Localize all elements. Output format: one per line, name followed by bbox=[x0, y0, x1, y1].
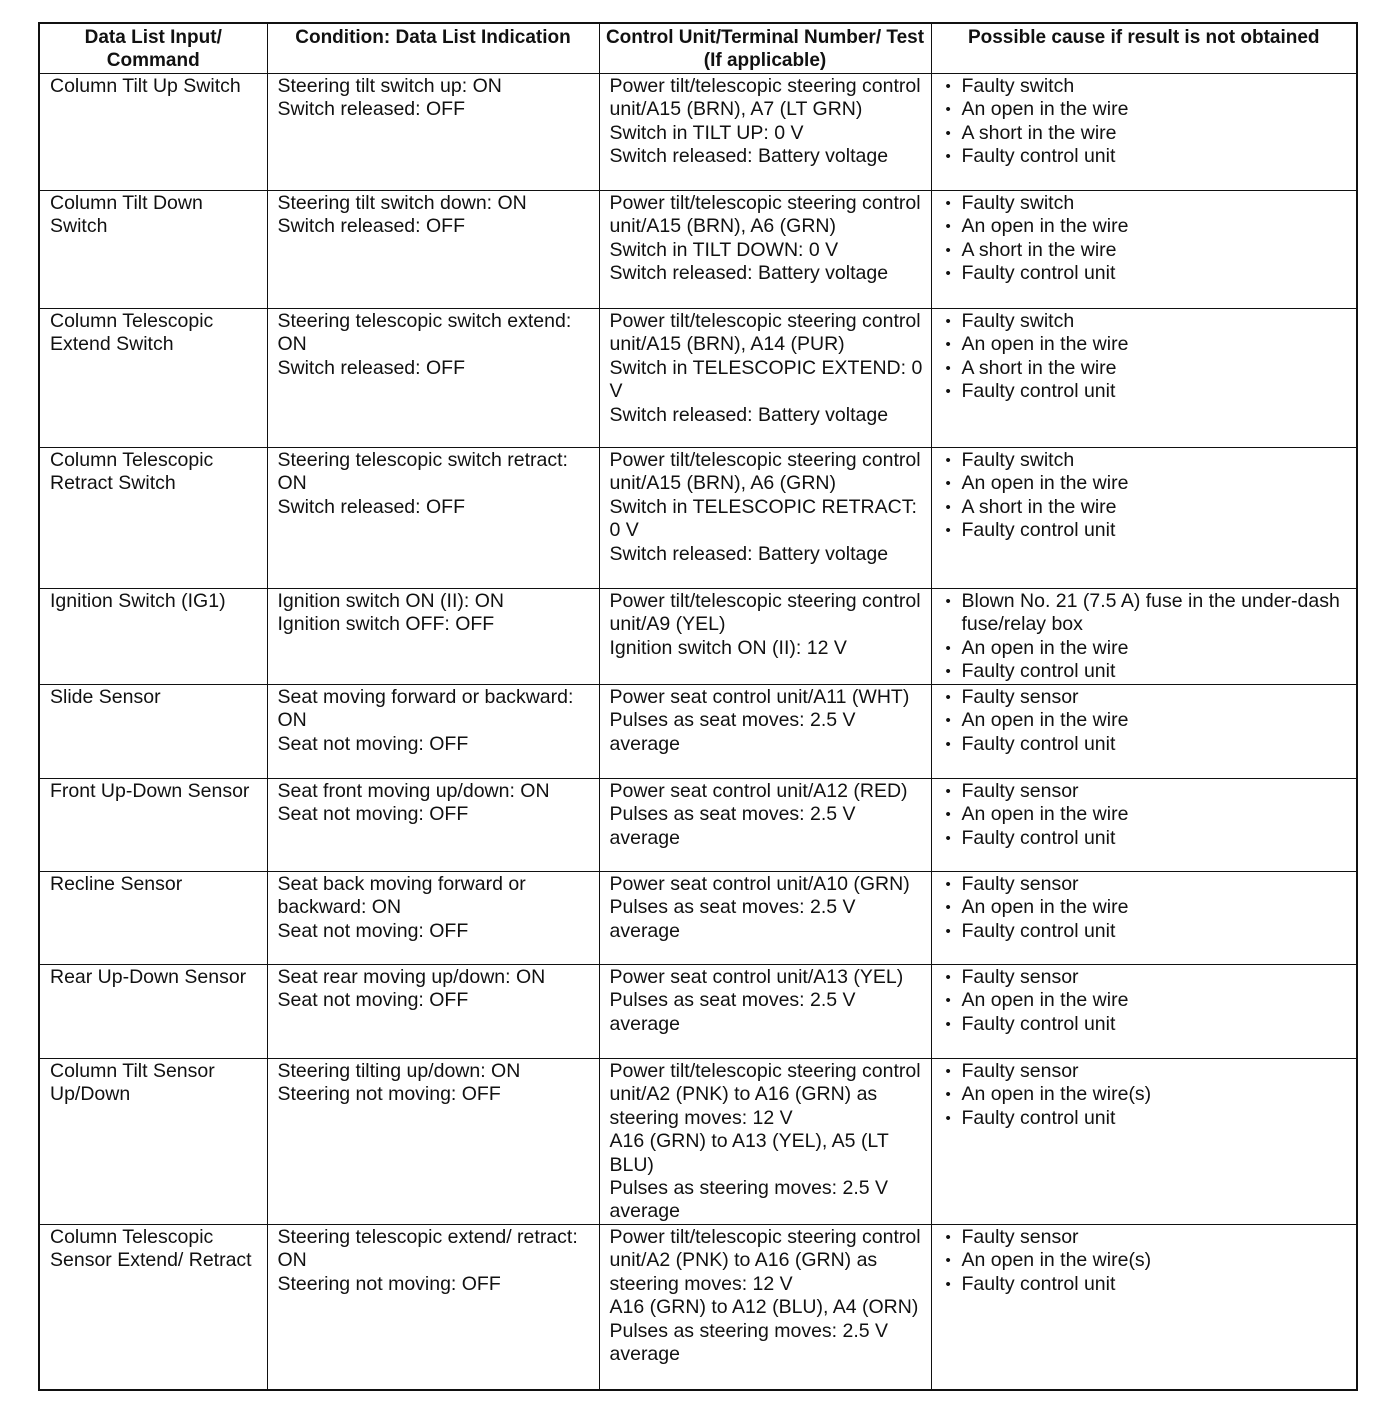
control-unit-line: Switch in TILT DOWN: 0 V bbox=[609, 238, 839, 261]
cause-item: • Faulty switch bbox=[942, 449, 1349, 472]
control-unit-line: Power tilt/telescopic steering control unit/A15 (BRN), A7 (LT GRN) bbox=[609, 75, 926, 121]
control-unit-line: A16 (GRN) to A13 (YEL), A5 (LT BLU) bbox=[609, 1130, 894, 1176]
condition-cell bbox=[267, 872, 599, 965]
condition-line: Steering not moving: OFF bbox=[277, 1083, 501, 1106]
cause-item: • Faulty control unit bbox=[942, 827, 1349, 850]
data-list-input-cell: Rear Up-Down Sensor bbox=[39, 965, 267, 1059]
cause-item: • Faulty sensor bbox=[942, 1226, 1349, 1249]
condition-cell bbox=[267, 74, 599, 191]
control-unit-line: Power seat control unit/A11 (WHT) bbox=[609, 686, 910, 708]
possible-cause-cell bbox=[931, 779, 1357, 872]
control-unit-line: Switch released: Battery voltage bbox=[609, 262, 889, 285]
control-unit-line: Power tilt/telescopic steering control unit/A15 (BRN), A6 (GRN) bbox=[609, 192, 926, 238]
condition-cell bbox=[267, 685, 599, 779]
table-row bbox=[39, 1225, 1357, 1390]
condition-cell bbox=[267, 965, 599, 1059]
condition-line: Switch released: OFF bbox=[277, 495, 465, 518]
condition-line: Ignition switch ON (II): ON bbox=[277, 590, 504, 612]
condition-line: Steering not moving: OFF bbox=[277, 1272, 501, 1295]
possible-cause-cell bbox=[931, 872, 1357, 965]
cause-item: • A short in the wire bbox=[942, 239, 1349, 262]
condition-line: Steering telescopic switch retract: ON bbox=[277, 449, 574, 495]
control-unit-line: Switch in TELESCOPIC RETRACT: 0 V bbox=[609, 495, 923, 542]
control-unit-line: Power tilt/telescopic steering control unit/A9 (YEL) bbox=[609, 590, 926, 636]
condition-line: Steering telescopic switch extend: ON bbox=[277, 310, 577, 356]
cause-item: • An open in the wire bbox=[942, 709, 1349, 732]
cause-list bbox=[942, 686, 1349, 756]
cause-item: • Faulty sensor bbox=[942, 1060, 1349, 1083]
cause-list bbox=[942, 1060, 1349, 1130]
cause-item: • Faulty control unit bbox=[942, 1107, 1349, 1130]
data-list-input-cell: Recline Sensor bbox=[39, 872, 267, 965]
table-row bbox=[39, 685, 1357, 779]
condition-cell bbox=[267, 589, 599, 685]
table-row bbox=[39, 191, 1357, 309]
condition-cell bbox=[267, 191, 599, 309]
possible-cause-cell bbox=[931, 74, 1357, 191]
condition-cell bbox=[267, 1225, 599, 1390]
cause-item: • An open in the wire(s) bbox=[942, 1083, 1349, 1106]
control-unit-cell bbox=[599, 685, 931, 779]
control-unit-line: Pulses as steering moves: 2.5 V average bbox=[609, 1177, 894, 1223]
control-unit-line: Switch released: Battery voltage bbox=[609, 542, 889, 565]
control-unit-line: Pulses as seat moves: 2.5 V average bbox=[609, 709, 861, 755]
table-row bbox=[39, 74, 1357, 191]
cause-list bbox=[942, 966, 1349, 1036]
cause-item: • An open in the wire bbox=[942, 333, 1349, 356]
condition-line: Steering tilting up/down: ON bbox=[277, 1060, 521, 1082]
data-list-input-cell: Column Telescopic Retract Switch bbox=[39, 448, 267, 589]
possible-cause-cell bbox=[931, 309, 1357, 448]
cause-list bbox=[942, 192, 1349, 286]
condition-line: Seat front moving up/down: ON bbox=[277, 780, 550, 802]
condition-line: Seat not moving: OFF bbox=[277, 803, 469, 826]
condition-line: Seat not moving: OFF bbox=[277, 732, 469, 755]
data-list-sheet bbox=[38, 22, 1356, 1391]
control-unit-line: Switch in TELESCOPIC EXTEND: 0 V bbox=[609, 356, 928, 403]
condition-line: Seat moving forward or backward: ON bbox=[277, 686, 579, 732]
table-row bbox=[39, 872, 1357, 965]
cause-item: • An open in the wire(s) bbox=[942, 1249, 1349, 1272]
table-row bbox=[39, 448, 1357, 589]
cause-item: • Faulty control unit bbox=[942, 262, 1349, 285]
control-unit-line: Switch released: Battery voltage bbox=[609, 145, 889, 168]
condition-line: Seat rear moving up/down: ON bbox=[277, 966, 546, 988]
condition-line: Seat back moving forward or backward: ON bbox=[277, 873, 532, 919]
control-unit-line: Ignition switch ON (II): 12 V bbox=[609, 636, 847, 659]
table-row bbox=[39, 1059, 1357, 1225]
control-unit-line: Power tilt/telescopic steering control unit/A2 (PNK) to A16 (GRN) as steering moves: 12 V bbox=[609, 1060, 926, 1129]
possible-cause-cell bbox=[931, 1225, 1357, 1390]
data-list-input-cell: Column Tilt Down Switch bbox=[39, 191, 267, 309]
cause-item: • An open in the wire bbox=[942, 637, 1349, 660]
condition-line: Seat not moving: OFF bbox=[277, 989, 469, 1012]
table-row bbox=[39, 589, 1357, 685]
control-unit-line: Power seat control unit/A10 (GRN) bbox=[609, 873, 910, 895]
control-unit-cell bbox=[599, 1059, 931, 1225]
header-control-unit: Control Unit/Terminal Number/ Test (If applicable) bbox=[599, 23, 931, 74]
control-unit-line: Power tilt/telescopic steering control unit/A15 (BRN), A6 (GRN) bbox=[609, 449, 926, 495]
control-unit-line: Switch in TILT UP: 0 V bbox=[609, 121, 804, 144]
cause-item: • Faulty sensor bbox=[942, 780, 1349, 803]
cause-item: • Faulty control unit bbox=[942, 380, 1349, 403]
control-unit-line: Switch released: Battery voltage bbox=[609, 403, 889, 426]
data-list-input-cell: Front Up-Down Sensor bbox=[39, 779, 267, 872]
control-unit-cell bbox=[599, 1225, 931, 1390]
possible-cause-cell bbox=[931, 191, 1357, 309]
control-unit-line: A16 (GRN) to A12 (BLU), A4 (ORN) bbox=[609, 1296, 919, 1319]
cause-list bbox=[942, 310, 1349, 404]
condition-line: Steering tilt switch down: ON bbox=[277, 192, 527, 214]
cause-item: • An open in the wire bbox=[942, 98, 1349, 121]
cause-item: • Faulty control unit bbox=[942, 145, 1349, 168]
control-unit-cell bbox=[599, 191, 931, 309]
control-unit-line: Pulses as seat moves: 2.5 V average bbox=[609, 803, 861, 849]
possible-cause-cell bbox=[931, 965, 1357, 1059]
table-row bbox=[39, 309, 1357, 448]
condition-line: Switch released: OFF bbox=[277, 215, 465, 238]
table-row bbox=[39, 779, 1357, 872]
control-unit-cell bbox=[599, 872, 931, 965]
control-unit-line: Pulses as seat moves: 2.5 V average bbox=[609, 896, 861, 942]
data-list-input-cell: Column Telescopic Extend Switch bbox=[39, 309, 267, 448]
cause-item: • An open in the wire bbox=[942, 803, 1349, 826]
cause-list bbox=[942, 449, 1349, 543]
condition-cell bbox=[267, 1059, 599, 1225]
cause-item: • Faulty switch bbox=[942, 192, 1349, 215]
data-list-input-cell: Column Telescopic Sensor Extend/ Retract bbox=[39, 1225, 267, 1390]
possible-cause-cell bbox=[931, 448, 1357, 589]
possible-cause-cell bbox=[931, 1059, 1357, 1225]
condition-line: Seat not moving: OFF bbox=[277, 919, 469, 942]
control-unit-line: Pulses as seat moves: 2.5 V average bbox=[609, 989, 861, 1035]
condition-line: Switch released: OFF bbox=[277, 356, 465, 379]
condition-cell bbox=[267, 448, 599, 589]
cause-item: • Faulty control unit bbox=[942, 920, 1349, 943]
header-condition: Condition: Data List Indication bbox=[267, 23, 599, 74]
control-unit-line: Power tilt/telescopic steering control unit/A2 (PNK) to A16 (GRN) as steering moves: 12 V bbox=[609, 1226, 926, 1295]
cause-item: • Faulty sensor bbox=[942, 966, 1349, 989]
data-list-input-cell: Column Tilt Sensor Up/Down bbox=[39, 1059, 267, 1225]
control-unit-line: Power tilt/telescopic steering control unit/A15 (BRN), A14 (PUR) bbox=[609, 310, 926, 356]
condition-cell bbox=[267, 309, 599, 448]
control-unit-cell bbox=[599, 779, 931, 872]
header-possible-cause: Possible cause if result is not obtained bbox=[931, 23, 1357, 74]
cause-item: • A short in the wire bbox=[942, 122, 1349, 145]
data-list-table bbox=[38, 22, 1358, 1391]
data-list-input-cell: Column Tilt Up Switch bbox=[39, 74, 267, 191]
control-unit-line: Power seat control unit/A13 (YEL) bbox=[609, 966, 904, 988]
cause-item: • Faulty switch bbox=[942, 75, 1349, 98]
header-data-list-input: Data List Input/ Command bbox=[39, 23, 267, 74]
control-unit-cell bbox=[599, 309, 931, 448]
cause-item: • A short in the wire bbox=[942, 357, 1349, 380]
control-unit-cell bbox=[599, 74, 931, 191]
data-list-input-cell: Slide Sensor bbox=[39, 685, 267, 779]
cause-list bbox=[942, 873, 1349, 943]
control-unit-line: Pulses as steering moves: 2.5 V average bbox=[609, 1319, 894, 1366]
condition-cell bbox=[267, 779, 599, 872]
table-row bbox=[39, 965, 1357, 1059]
control-unit-line: Power seat control unit/A12 (RED) bbox=[609, 780, 908, 802]
possible-cause-cell bbox=[931, 589, 1357, 685]
control-unit-cell bbox=[599, 965, 931, 1059]
cause-item: • Faulty sensor bbox=[942, 686, 1349, 709]
cause-item: • Faulty control unit bbox=[942, 660, 1349, 683]
cause-item: • An open in the wire bbox=[942, 472, 1349, 495]
cause-item: • Faulty control unit bbox=[942, 519, 1349, 542]
cause-item: • Faulty control unit bbox=[942, 1273, 1349, 1296]
cause-item: • Faulty switch bbox=[942, 310, 1349, 333]
cause-item: • Faulty control unit bbox=[942, 1013, 1349, 1036]
cause-item: • Faulty control unit bbox=[942, 733, 1349, 756]
cause-item: • Blown No. 21 (7.5 A) fuse in the under-dash fuse/relay box bbox=[942, 590, 1349, 637]
cause-list bbox=[942, 590, 1349, 684]
header-row bbox=[39, 23, 1357, 74]
cause-list bbox=[942, 1226, 1349, 1296]
cause-item: • A short in the wire bbox=[942, 496, 1349, 519]
data-list-input-cell: Ignition Switch (IG1) bbox=[39, 589, 267, 685]
control-unit-cell bbox=[599, 589, 931, 685]
cause-item: • An open in the wire bbox=[942, 896, 1349, 919]
condition-line: Steering tilt switch up: ON bbox=[277, 75, 502, 97]
cause-list bbox=[942, 75, 1349, 169]
cause-item: • An open in the wire bbox=[942, 215, 1349, 238]
condition-line: Steering telescopic extend/ retract: ON bbox=[277, 1226, 584, 1272]
condition-line: Switch released: OFF bbox=[277, 98, 465, 121]
cause-item: • Faulty sensor bbox=[942, 873, 1349, 896]
control-unit-cell bbox=[599, 448, 931, 589]
possible-cause-cell bbox=[931, 685, 1357, 779]
cause-list bbox=[942, 780, 1349, 850]
cause-item: • An open in the wire bbox=[942, 989, 1349, 1012]
condition-line: Ignition switch OFF: OFF bbox=[277, 613, 495, 636]
